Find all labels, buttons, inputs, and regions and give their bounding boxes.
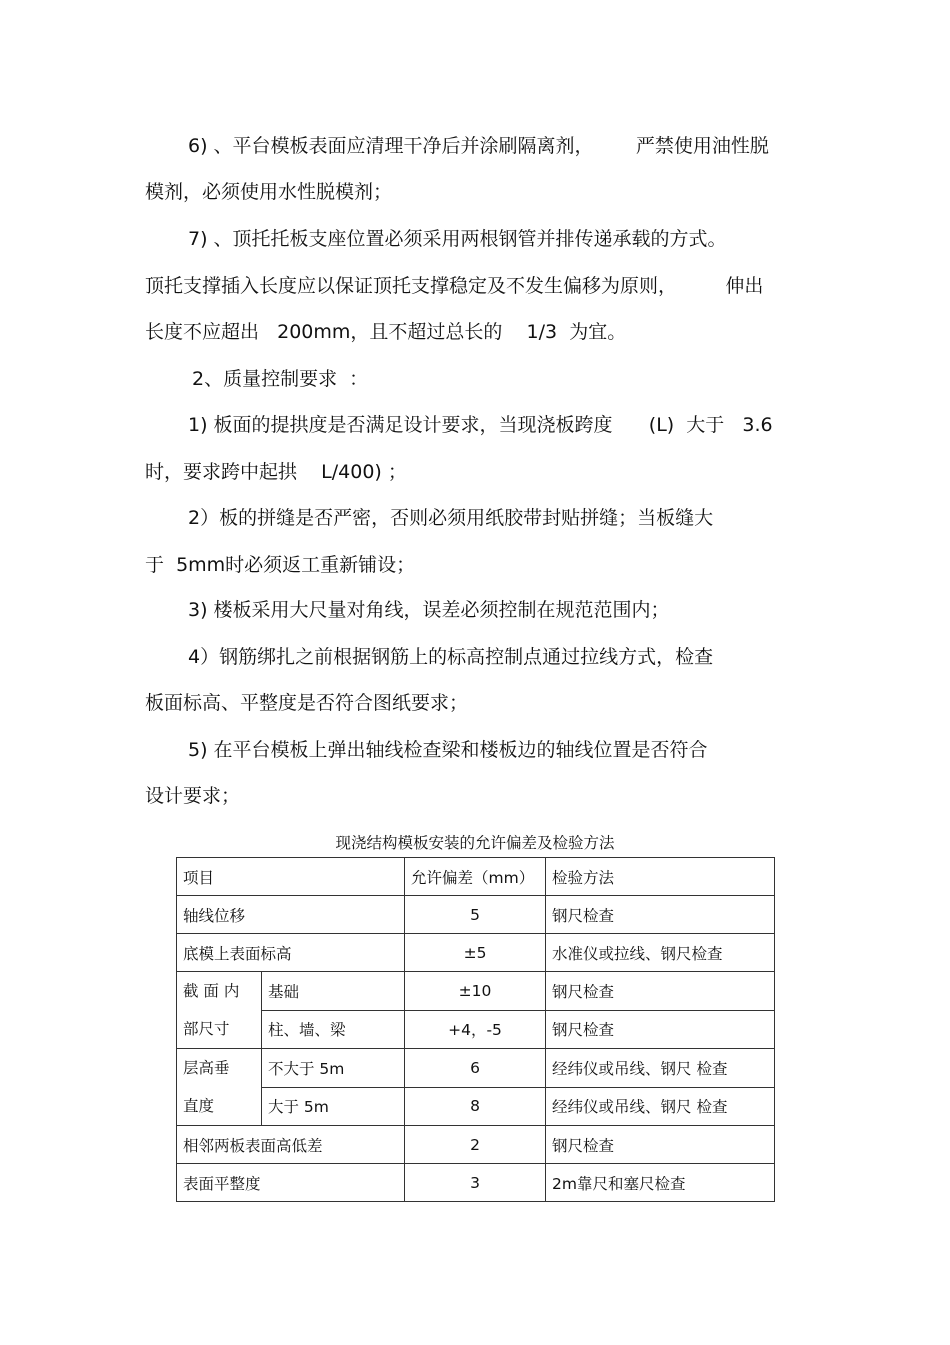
group-label-line: 部尺寸 <box>183 1020 230 1038</box>
section-heading: 2、质量控制要求 ： <box>192 368 369 390</box>
text-line: 模剂，必须使用水性脱模剂； <box>145 181 393 203</box>
table-row <box>177 1164 775 1202</box>
row-method: 水准仪或拉线、钢尺检查 <box>546 934 775 972</box>
table-caption: 现浇结构模板安装的允许偏差及检验方法 <box>335 834 615 852</box>
table-row <box>177 1010 775 1049</box>
row-method: 2m靠尺和塞尺检查 <box>546 1164 775 1202</box>
text-line: 7) 、顶托托板支座位置必须采用两根钢管并排传递承载的方式。 <box>188 228 727 250</box>
header-item: 项目 <box>177 858 405 896</box>
text-line: 顶托支撑插入长度应以保证顶托支撑稳定及不发生偏移为原则， 伸出 <box>145 275 764 297</box>
group-label-line: 层高垂 <box>183 1059 230 1077</box>
row-method: 钢尺检查 <box>546 972 775 1011</box>
text-line: 设计要求； <box>145 785 241 807</box>
row-item: 相邻两板表面高低差 <box>177 1126 405 1164</box>
header-method: 检验方法 <box>546 858 775 896</box>
table-row <box>177 896 775 934</box>
table-row <box>177 1049 775 1088</box>
row-item: 不大于 5m <box>262 1049 405 1088</box>
tolerance-table <box>176 857 775 1202</box>
table-row <box>177 972 775 1011</box>
row-method: 钢尺检查 <box>546 1010 775 1049</box>
text-line: 3) 楼板采用大尺量对角线，误差必须控制在规范范围内； <box>188 599 670 621</box>
text-line: 时，要求跨中起拱 L/400) ； <box>145 461 407 483</box>
row-value: 2 <box>405 1126 546 1164</box>
row-method: 经纬仪或吊线、钢尺 检查 <box>546 1049 775 1088</box>
header-tolerance: 允许偏差（mm） <box>405 858 546 896</box>
row-value: 3 <box>405 1164 546 1202</box>
text-line: 6) 、平台模板表面应清理干净后并涂刷隔离剂， 严禁使用油性脱 <box>188 135 769 157</box>
row-value: ±10 <box>405 972 546 1011</box>
text-line: 4）钢筋绑扎之前根据钢筋上的标高控制点通过拉线方式，检查 <box>188 646 714 668</box>
table-row <box>177 1087 775 1126</box>
table-row <box>177 934 775 972</box>
row-item: 轴线位移 <box>177 896 405 934</box>
row-item: 柱、墙、梁 <box>262 1010 405 1049</box>
row-method: 经纬仪或吊线、钢尺 检查 <box>546 1087 775 1126</box>
row-value: 6 <box>405 1049 546 1088</box>
group-label-line: 直度 <box>183 1097 215 1115</box>
text-line: 于 5mm时必须返工重新铺设； <box>145 554 416 576</box>
text-line: 2）板的拼缝是否严密，否则必须用纸胶带封贴拼缝；当板缝大 <box>188 507 714 529</box>
table-header-row <box>177 858 775 896</box>
text-line: 板面标高、平整度是否符合图纸要求； <box>145 692 469 714</box>
row-method: 钢尺检查 <box>546 1126 775 1164</box>
row-value: 5 <box>405 896 546 934</box>
text-line: 5) 在平台模板上弹出轴线检查梁和楼板边的轴线位置是否符合 <box>188 739 708 761</box>
group-label-line: 截 面 内 <box>183 982 240 1000</box>
table-row <box>177 1126 775 1164</box>
row-item: 底模上表面标高 <box>177 934 405 972</box>
row-value: 8 <box>405 1087 546 1126</box>
row-group-label <box>177 1049 262 1126</box>
row-value: +4，-5 <box>405 1010 546 1049</box>
row-value: ±5 <box>405 934 546 972</box>
row-item: 大于 5m <box>262 1087 405 1126</box>
row-group-label <box>177 972 262 1049</box>
text-line: 1) 板面的提拱度是否满足设计要求，当现浇板跨度 (L) 大于 3.6 <box>188 414 773 436</box>
row-item: 基础 <box>262 972 405 1011</box>
row-item: 表面平整度 <box>177 1164 405 1202</box>
text-line: 长度不应超出 200mm，且不超过总长的 1/3 为宜。 <box>145 321 627 343</box>
row-method: 钢尺检查 <box>546 896 775 934</box>
